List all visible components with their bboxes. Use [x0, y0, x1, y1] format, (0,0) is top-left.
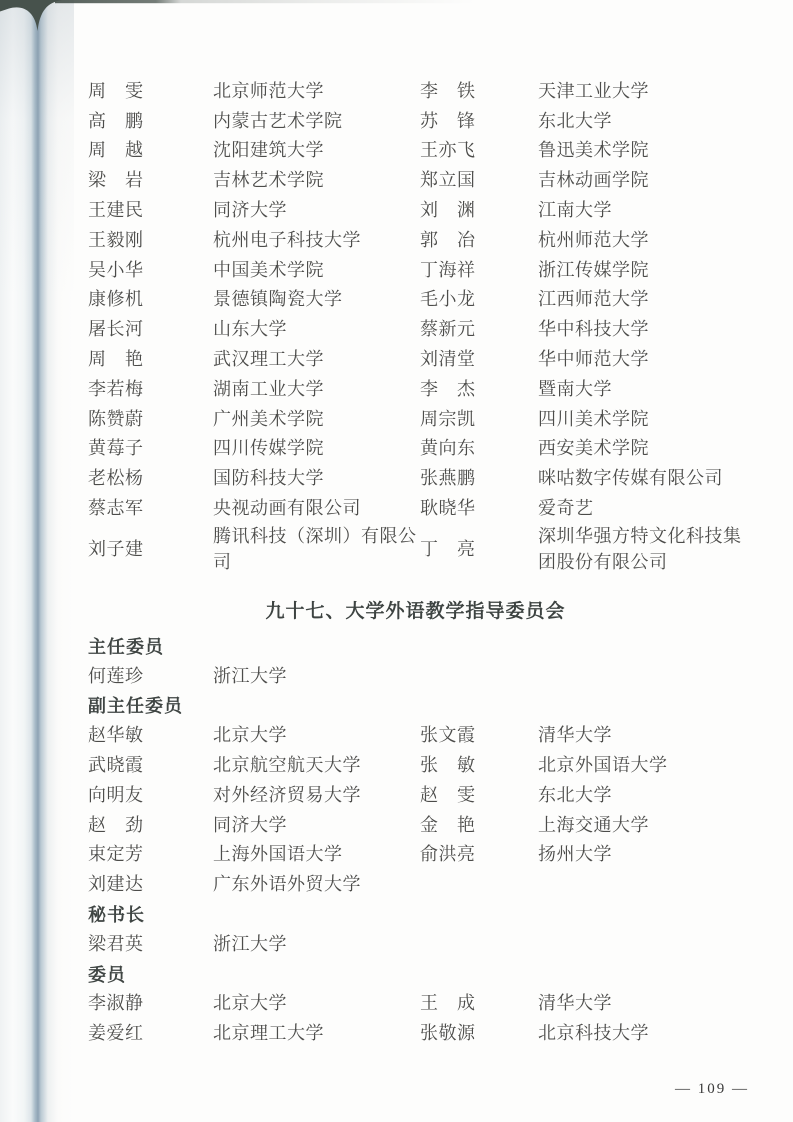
- member-name: 王建民: [88, 200, 144, 221]
- group-heading: 副主任委员: [88, 696, 183, 717]
- member-row: [88, 523, 743, 575]
- member-institution-2: 东北大学: [538, 784, 612, 805]
- member-row: [88, 136, 743, 166]
- member-row: [88, 840, 743, 870]
- member-institution: 吉林艺术学院: [213, 170, 324, 191]
- member-institution-2: 华中科技大学: [538, 319, 649, 340]
- member-name-2: 张敬源: [420, 1023, 476, 1044]
- member-name-2: 张文霞: [420, 725, 476, 746]
- member-name: 吴小华: [88, 259, 144, 280]
- member-institution-2: 扬州大学: [538, 844, 612, 865]
- member-institution: 内蒙古艺术学院: [213, 110, 343, 131]
- member-institution: 腾讯科技（深圳）有限公司: [213, 525, 417, 572]
- scan-corner-shadow: [0, 0, 480, 36]
- group-heading: 委员: [88, 964, 126, 985]
- member-name-2: 刘 渊: [420, 200, 476, 221]
- member-name: 老松杨: [88, 468, 144, 489]
- binding-gutter-shadow: [0, 0, 74, 1122]
- member-name: 李若梅: [88, 378, 144, 399]
- member-institution-2: 爱奇艺: [538, 498, 594, 519]
- member-name: 武晓霞: [88, 755, 144, 776]
- member-institution-2: 江南大学: [538, 200, 612, 221]
- member-institution-2: 北京外国语大学: [538, 755, 668, 776]
- member-row: [88, 463, 743, 493]
- member-name-2: 苏 锋: [420, 110, 476, 131]
- member-row: [88, 434, 743, 464]
- member-name-2: 蔡新元: [420, 319, 476, 340]
- member-institution: 同济大学: [213, 200, 287, 221]
- member-institution-2: 鲁迅美术学院: [538, 140, 649, 161]
- member-institution-2: 西安美术学院: [538, 438, 649, 459]
- member-institution: 央视动画有限公司: [213, 498, 361, 519]
- member-name-2: 张燕鹏: [420, 468, 476, 489]
- page-content: [88, 76, 743, 1048]
- member-institution: 中国美术学院: [213, 259, 324, 280]
- member-name: 何莲珍: [88, 665, 144, 686]
- member-name: 姜爱红: [88, 1023, 144, 1044]
- member-row: [88, 344, 743, 374]
- member-institution-2: 咪咕数字传媒有限公司: [538, 468, 723, 489]
- member-institution: 北京大学: [213, 993, 287, 1014]
- member-name: 周 越: [88, 140, 144, 161]
- member-name: 刘子建: [88, 538, 144, 559]
- member-institution: 山东大学: [213, 319, 287, 340]
- member-institution: 浙江大学: [213, 933, 287, 954]
- member-row: [88, 255, 743, 285]
- member-institution-2: 东北大学: [538, 110, 612, 131]
- group-heading: 主任委员: [88, 636, 164, 657]
- member-row: [88, 106, 743, 136]
- member-name: 周 雯: [88, 80, 144, 101]
- member-name: 周 艳: [88, 349, 144, 370]
- member-name: 刘建达: [88, 874, 144, 895]
- member-institution: 北京航空航天大学: [213, 755, 361, 776]
- member-name: 束定芳: [88, 844, 144, 865]
- member-row: [88, 750, 743, 780]
- member-row: [88, 780, 743, 810]
- section-title: 九十七、大学外语教学指导委员会: [265, 600, 566, 622]
- member-institution: 湖南工业大学: [213, 378, 324, 399]
- member-name-2: 王亦飞: [420, 140, 476, 161]
- member-row: [88, 1018, 743, 1048]
- member-name-2: 丁 亮: [420, 538, 476, 559]
- committee-member-list: [88, 76, 743, 575]
- member-institution-2: 北京科技大学: [538, 1023, 649, 1044]
- member-institution-2: 上海交通大学: [538, 814, 649, 835]
- member-row: [88, 165, 743, 195]
- member-name-2: 李 铁: [420, 80, 476, 101]
- member-name-2: 王 成: [420, 993, 476, 1014]
- member-name-2: 耿晓华: [420, 498, 476, 519]
- member-name-2: 毛小龙: [420, 289, 476, 310]
- member-name-2: 丁海祥: [420, 259, 476, 280]
- member-institution: 国防科技大学: [213, 468, 324, 489]
- member-name-2: 金 艳: [420, 814, 476, 835]
- member-name: 梁 岩: [88, 170, 144, 191]
- member-institution: 四川传媒学院: [213, 438, 324, 459]
- member-name: 陈赞蔚: [88, 408, 144, 429]
- member-row: [88, 720, 743, 750]
- group-heading: 秘书长: [88, 905, 145, 926]
- member-row: [88, 374, 743, 404]
- page-number: — 109 —: [675, 1081, 749, 1097]
- member-row: [88, 493, 743, 523]
- member-row: [88, 195, 743, 225]
- member-name-2: 张 敏: [420, 755, 476, 776]
- member-name: 李淑静: [88, 993, 144, 1014]
- member-name: 屠长河: [88, 319, 144, 340]
- member-name: 蔡志军: [88, 498, 144, 519]
- member-name: 向明友: [88, 784, 144, 805]
- member-name-2: 刘清堂: [420, 349, 476, 370]
- member-name-2: 周宗凯: [420, 408, 476, 429]
- member-institution: 北京理工大学: [213, 1023, 324, 1044]
- committee-groups: [88, 631, 743, 1048]
- member-institution-2: 杭州师范大学: [538, 229, 649, 250]
- member-name: 赵 劲: [88, 814, 144, 835]
- member-row: [88, 661, 743, 691]
- member-institution: 广东外语外贸大学: [213, 874, 361, 895]
- member-institution-2: 深圳华强方特文化科技集团股份有限公司: [538, 525, 742, 572]
- group-heading-row: [88, 691, 743, 721]
- group-heading-row: [88, 631, 743, 661]
- member-institution: 广州美术学院: [213, 408, 324, 429]
- member-institution: 上海外国语大学: [213, 844, 343, 865]
- member-name-2: 郑立国: [420, 170, 476, 191]
- member-institution-2: 清华大学: [538, 725, 612, 746]
- member-row: [88, 929, 743, 959]
- member-name-2: 李 杰: [420, 378, 476, 399]
- member-row: [88, 869, 743, 899]
- member-name-2: 俞洪亮: [420, 844, 476, 865]
- member-row: [88, 76, 743, 106]
- member-name-2: 赵 雯: [420, 784, 476, 805]
- member-institution-2: 天津工业大学: [538, 80, 649, 101]
- member-institution: 对外经济贸易大学: [213, 784, 361, 805]
- member-institution-2: 浙江传媒学院: [538, 259, 649, 280]
- member-name: 王毅刚: [88, 229, 144, 250]
- member-institution: 同济大学: [213, 814, 287, 835]
- member-institution-2: 华中师范大学: [538, 349, 649, 370]
- member-name: 高 鹏: [88, 110, 144, 131]
- member-institution-2: 江西师范大学: [538, 289, 649, 310]
- member-institution: 沈阳建筑大学: [213, 140, 324, 161]
- member-institution: 北京师范大学: [213, 80, 324, 101]
- member-name: 赵华敏: [88, 725, 144, 746]
- member-row: [88, 225, 743, 255]
- member-row: [88, 314, 743, 344]
- member-name: 康修机: [88, 289, 144, 310]
- group-heading-row: [88, 899, 743, 929]
- member-institution-2: 暨南大学: [538, 378, 612, 399]
- member-institution-2: 吉林动画学院: [538, 170, 649, 191]
- member-name-2: 郭 冶: [420, 229, 476, 250]
- member-institution: 杭州电子科技大学: [213, 229, 361, 250]
- member-institution: 武汉理工大学: [213, 349, 324, 370]
- member-row: [88, 285, 743, 315]
- member-name: 梁君英: [88, 933, 144, 954]
- member-institution: 北京大学: [213, 725, 287, 746]
- member-institution-2: 四川美术学院: [538, 408, 649, 429]
- member-row: [88, 404, 743, 434]
- member-institution: 景德镇陶瓷大学: [213, 289, 343, 310]
- member-name: 黄莓子: [88, 438, 144, 459]
- group-heading-row: [88, 959, 743, 989]
- member-institution-2: 清华大学: [538, 993, 612, 1014]
- member-row: [88, 989, 743, 1019]
- member-institution: 浙江大学: [213, 665, 287, 686]
- member-name-2: 黄向东: [420, 438, 476, 459]
- member-row: [88, 810, 743, 840]
